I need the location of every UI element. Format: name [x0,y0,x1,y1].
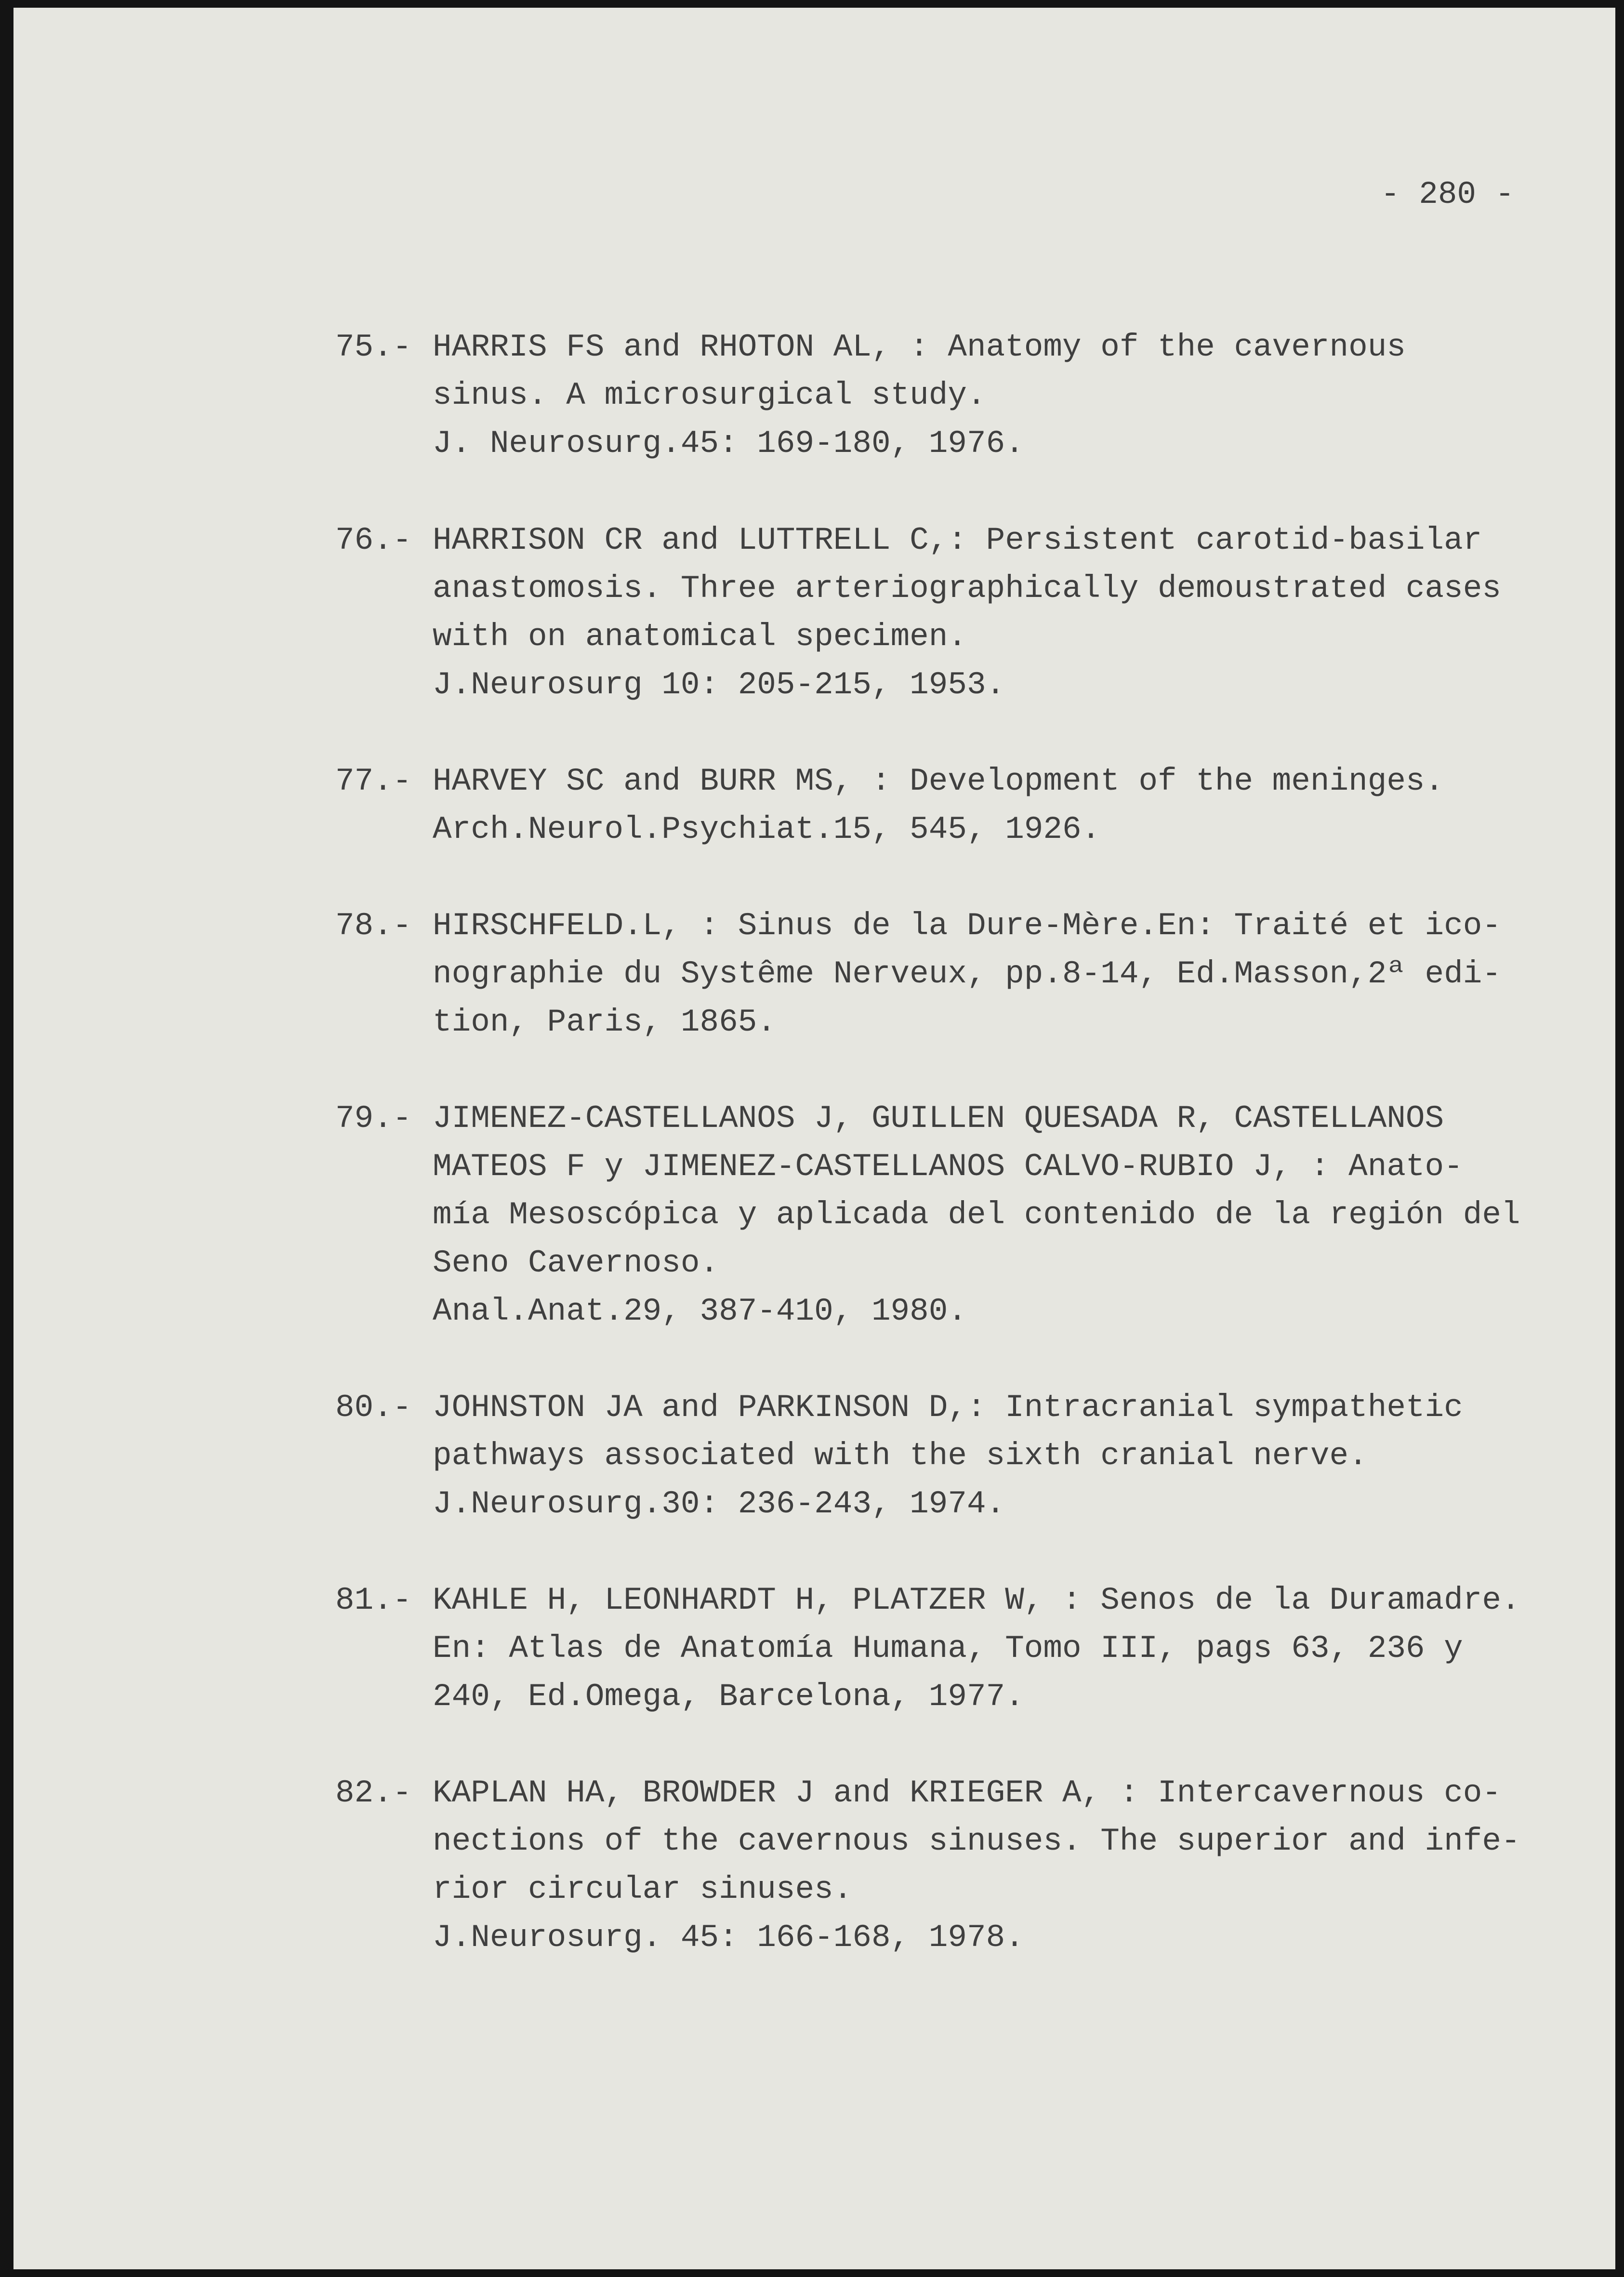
reference-line: anastomosis. Three arteriographically demoustrated cases [433,570,1501,607]
reference-line: J. Neurosurg.45: 169-180, 1976. [433,425,1024,462]
reference-line: MATEOS F y JIMENEZ-CASTELLANOS CALVO-RUBIO J, : Anato- [433,1149,1463,1185]
reference-line: Seno Cavernoso. [433,1245,719,1281]
reference-line: rior circular sinuses. [433,1871,853,1907]
reference-number: 80.- [335,1390,412,1426]
reference-number: 82.- [335,1775,412,1811]
reference-line: HARRIS FS and RHOTON AL, : Anatomy of the cavernous [433,329,1406,365]
reference-line: with on anatomical specimen. [433,619,967,655]
reference-text [433,323,1589,468]
reference-line: KAHLE H, LEONHARDT H, PLATZER W, : Senos de la Duramadre. [433,1582,1520,1618]
reference-line: J.Neurosurg.30: 236-243, 1974. [433,1486,1005,1522]
reference-line: nections of the cavernous sinuses. The superior and infe- [433,1823,1520,1859]
reference-text [433,1384,1589,1528]
reference-number: 77.- [335,763,412,799]
reference-text [433,516,1589,709]
reference-number: 81.- [335,1582,412,1618]
reference-text [433,1769,1589,1962]
document-page [13,8,1615,2269]
reference-line: Anal.Anat.29, 387-410, 1980. [433,1293,967,1329]
reference-line: Arch.Neurol.Psychiat.15, 545, 1926. [433,811,1101,847]
reference-number: 79.- [335,1100,412,1137]
reference-line: tion, Paris, 1865. [433,1004,776,1040]
reference-text [433,757,1589,854]
reference-text [433,902,1589,1046]
reference-line: 240, Ed.Omega, Barcelona, 1977. [433,1679,1024,1715]
reference-line: KAPLAN HA, BROWDER J and KRIEGER A, : Intercavernous co- [433,1775,1501,1811]
reference-line: sinus. A microsurgical study. [433,377,986,413]
reference-line: En: Atlas de Anatomía Humana, Tomo III, pags 63, 236 y [433,1630,1463,1667]
reference-number: 78.- [335,908,412,944]
reference-line: JIMENEZ-CASTELLANOS J, GUILLEN QUESADA R, CASTELLANOS [433,1100,1444,1137]
reference-text [433,1576,1589,1721]
reference-line: HIRSCHFELD.L, : Sinus de la Dure-Mère.En: Traité et ico- [433,908,1501,944]
reference-text [433,1095,1589,1336]
reference-line: JOHNSTON JA and PARKINSON D,: Intracranial sympathetic [433,1390,1463,1426]
reference-number: 76.- [335,522,412,558]
reference-line: nographie du Systême Nerveux, pp.8-14, Ed.Masson,2ª edi- [433,956,1501,992]
reference-line: J.Neurosurg 10: 205-215, 1953. [433,667,1005,703]
reference-number: 75.- [335,329,412,365]
reference-line: mía Mesoscópica y aplicada del contenido de la región del [433,1197,1520,1233]
reference-line: pathways associated with the sixth cranial nerve. [433,1438,1368,1474]
reference-line: J.Neurosurg. 45: 166-168, 1978. [433,1920,1024,1956]
page-number: - 280 - [1381,176,1515,212]
reference-line: HARVEY SC and BURR MS, : Development of the meninges. [433,763,1444,799]
reference-line: HARRISON CR and LUTTRELL C,: Persistent carotid-basilar [433,522,1482,558]
